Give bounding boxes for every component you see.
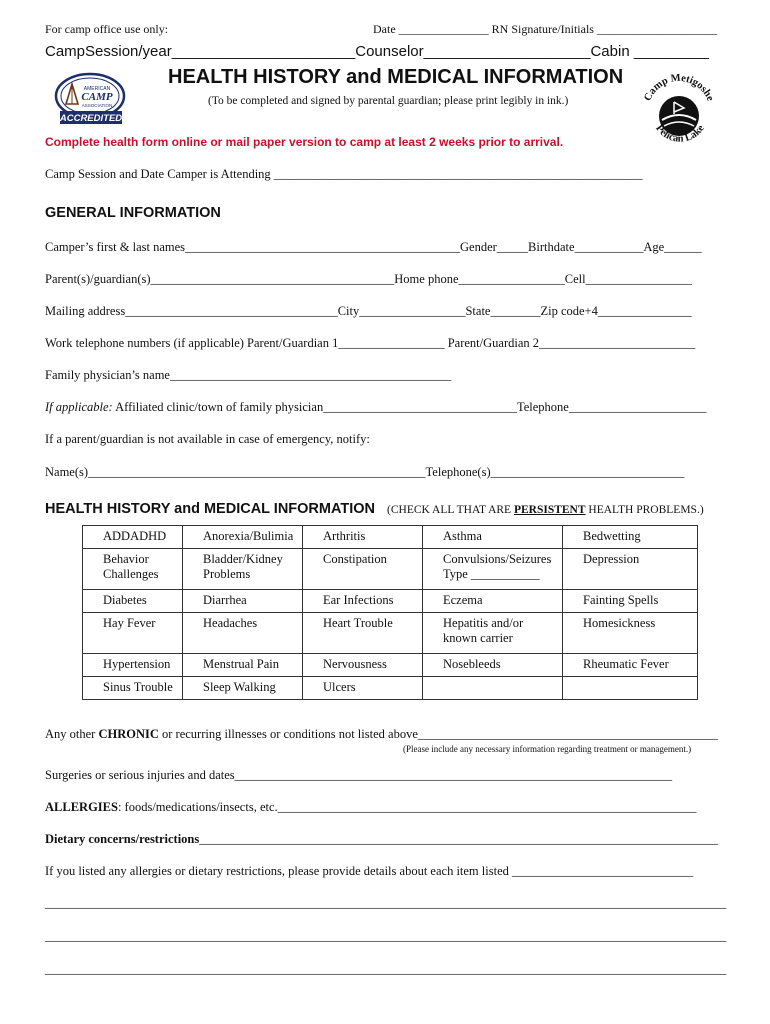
health-check-instructions: (CHECK ALL THAT ARE PERSISTENT HEALTH PROBLEMS.) (387, 504, 704, 516)
submission-notice: Complete health form online or mail paper version to camp at least 2 weeks prior to arrival. (45, 135, 564, 149)
surgeries-field[interactable]: Surgeries or serious injuries and dates______________________________________________________________________ (45, 768, 673, 782)
aca-logo-text-american: AMERICAN (83, 86, 111, 92)
emergency-names-field[interactable]: Name(s)______________________________________________________Telephone(s)_______________________________ (45, 465, 685, 479)
dietary-field[interactable]: Dietary concerns/restrictions___________________________________________________________________________________ (45, 832, 718, 846)
camp-logo-text-bottom: Pelican Lake (653, 123, 707, 145)
session-counselor-cabin-line[interactable]: CampSession/year______________________Counselor____________________Cabin _________ (45, 43, 709, 60)
health-table-row (83, 549, 698, 590)
chronic-conditions-field[interactable]: Any other CHRONIC or recurring illnesses or conditions not listed above________________________________________________ (45, 727, 718, 741)
health-condition-cell[interactable]: Diarrhea (183, 590, 303, 613)
health-condition-cell[interactable]: Menstrual Pain (183, 654, 303, 677)
emergency-note: If a parent/guardian is not available in case of emergency, notify: (45, 432, 370, 446)
family-physician-field[interactable]: Family physician’s name_____________________________________________ (45, 368, 452, 382)
health-condition-cell[interactable]: Nosebleeds (423, 654, 563, 677)
health-condition-cell[interactable]: Behavior Challenges (83, 549, 183, 590)
health-condition-cell[interactable]: Asthma (423, 526, 563, 549)
health-condition-cell[interactable]: Ulcers (303, 677, 423, 700)
health-condition-cell[interactable]: Diabetes (83, 590, 183, 613)
health-conditions-table (82, 525, 698, 700)
health-condition-cell[interactable]: Headaches (183, 613, 303, 654)
allergies-field[interactable]: ALLERGIES: foods/medications/insects, etc.___________________________________________________________________ (45, 800, 697, 814)
health-condition-cell[interactable] (563, 677, 698, 700)
session-attending-field[interactable]: Camp Session and Date Camper is Attending ___________________________________________________________ (45, 167, 643, 181)
details-blank-line-2[interactable]: _____________________________________________________________________________________________________________ (45, 929, 727, 943)
work-phone-field[interactable]: Work telephone numbers (if applicable) Parent/Guardian 1_________________ Parent/Guardian 2_________________________ (45, 336, 696, 350)
office-date-rn-field[interactable]: Date _______________ RN Signature/Initials ____________________ (373, 22, 717, 36)
health-condition-cell[interactable]: Hay Fever (83, 613, 183, 654)
details-field[interactable]: If you listed any allergies or dietary restrictions, please provide details about each item listed _____________________________ (45, 864, 694, 878)
clinic-field-text: Affiliated clinic/town of family physician_______________________________Telephone______________________ (112, 400, 707, 414)
health-condition-cell[interactable]: Convulsions/Seizures Type ___________ (423, 549, 563, 590)
health-condition-cell[interactable]: Eczema (423, 590, 563, 613)
form-title: HEALTH HISTORY and MEDICAL INFORMATION (168, 66, 624, 88)
aca-logo-text-association: ASSOCIATION (81, 103, 113, 108)
health-table-row (83, 526, 698, 549)
health-table-row (83, 654, 698, 677)
health-table-row (83, 590, 698, 613)
health-history-heading: HEALTH HISTORY and MEDICAL INFORMATION (45, 501, 376, 517)
health-condition-cell[interactable]: Anorexia/Bulimia (183, 526, 303, 549)
camp-logo-text-top: Camp Metigoshe (642, 72, 716, 103)
aca-logo-text-accredited: ACCREDITED (59, 113, 123, 124)
health-table-row (83, 613, 698, 654)
health-condition-cell[interactable]: Fainting Spells (563, 590, 698, 613)
health-condition-cell[interactable]: Hypertension (83, 654, 183, 677)
camper-name-field[interactable]: Camper’s first & last names____________________________________________Gender_____Birthdate___________Age______ (45, 240, 702, 254)
parents-field[interactable]: Parent(s)/guardian(s)_______________________________________Home phone_________________Cell_________________ (45, 272, 692, 286)
office-use-label: For camp office use only: (45, 22, 169, 36)
health-table-row (83, 677, 698, 700)
general-info-heading: GENERAL INFORMATION (45, 205, 221, 221)
aca-accredited-logo (52, 70, 132, 128)
health-condition-cell[interactable]: Rheumatic Fever (563, 654, 698, 677)
health-condition-cell[interactable]: Sleep Walking (183, 677, 303, 700)
health-condition-cell[interactable]: Heart Trouble (303, 613, 423, 654)
health-condition-cell[interactable]: Ear Infections (303, 590, 423, 613)
health-condition-cell[interactable]: Arthritis (303, 526, 423, 549)
clinic-field[interactable] (45, 400, 706, 415)
health-condition-cell[interactable]: Hepatitis and/or known carrier (423, 613, 563, 654)
clinic-applicable-label: If applicable: (45, 400, 113, 414)
form-subtitle: (To be completed and signed by parental guardian; please print legibly in ink.) (208, 95, 569, 107)
health-condition-cell[interactable]: Nervousness (303, 654, 423, 677)
health-condition-cell[interactable]: Bladder/Kidney Problems (183, 549, 303, 590)
aca-logo-text-camp: CAMP (81, 91, 113, 103)
health-condition-cell[interactable]: Homesickness (563, 613, 698, 654)
camp-metigoshe-logo (638, 62, 720, 154)
details-blank-line-3[interactable]: _____________________________________________________________________________________________________________ (45, 962, 727, 976)
health-condition-cell[interactable]: Depression (563, 549, 698, 590)
health-condition-cell[interactable] (423, 677, 563, 700)
mailing-address-field[interactable]: Mailing address__________________________________City_________________State________Zip code+4_______________ (45, 304, 692, 318)
health-condition-cell[interactable]: Bedwetting (563, 526, 698, 549)
health-condition-cell[interactable]: Constipation (303, 549, 423, 590)
health-history-header (45, 500, 704, 518)
details-blank-line-1[interactable]: _____________________________________________________________________________________________________________ (45, 896, 727, 910)
health-condition-cell[interactable]: ADDADHD (83, 526, 183, 549)
chronic-note: (Please include any necessary information regarding treatment or management.) (403, 744, 692, 754)
health-condition-cell[interactable]: Sinus Trouble (83, 677, 183, 700)
